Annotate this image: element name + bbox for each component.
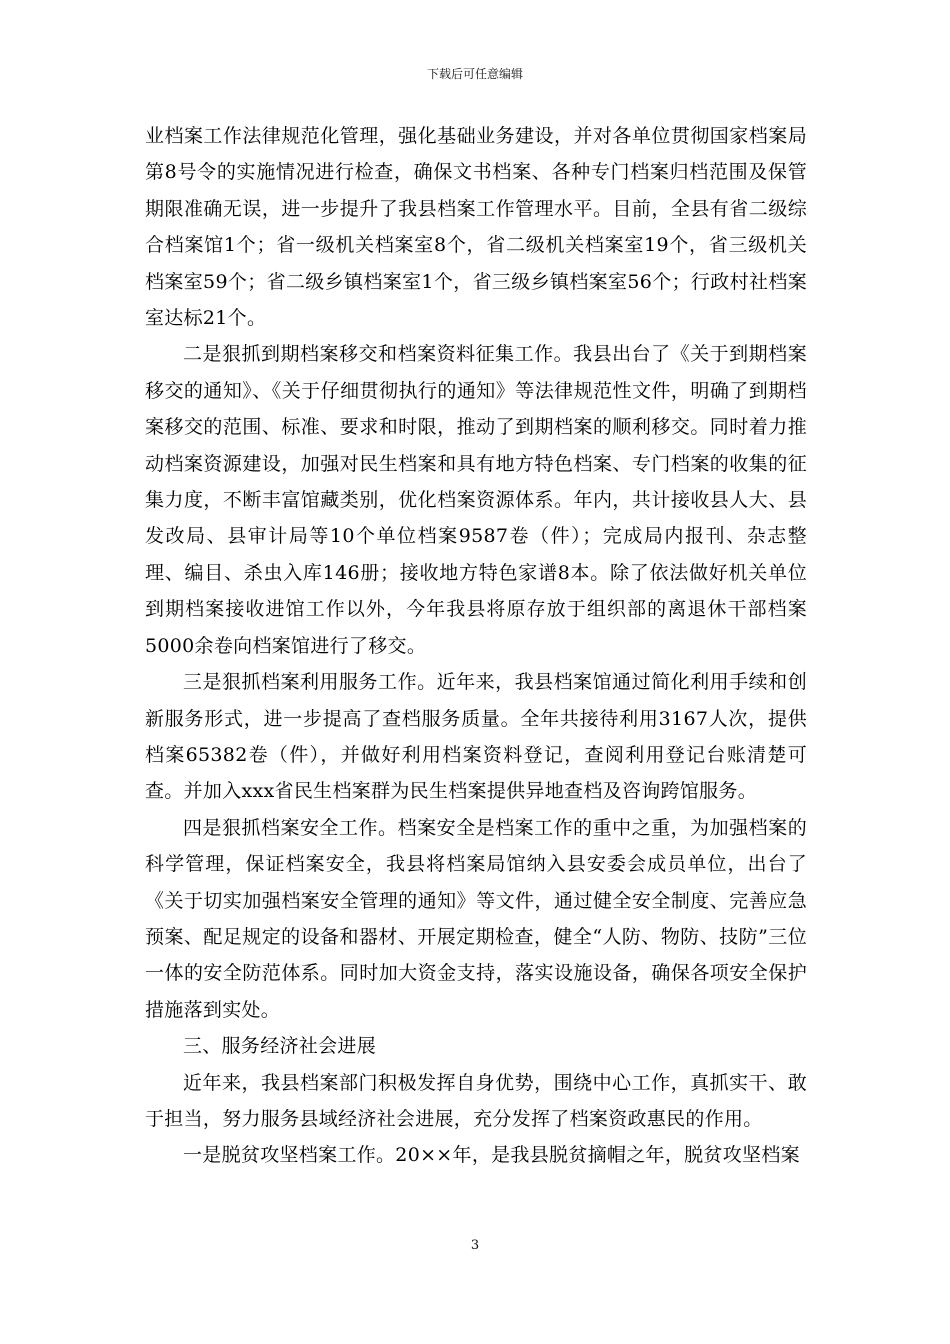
- section-heading: 三、服务经济社会进展: [183, 1035, 377, 1058]
- document-body: [145, 118, 807, 1174]
- page-header: 下载后可任意编辑: [426, 67, 523, 81]
- paragraph-continuation: 业档案工作法律规范化管理，强化基础业务建设，并对各单位贯彻国家档案局第8号令的实施情况进行检查，确保文书档案、各种专门档案归档范围及保管期限准确无误，进一步提升了我县档案工作管理水平。目前，全县有省二级综合档案馆1个；省一级机关档案室8个，省二级机关档案室19个，省三级机关档案室59个；省二级乡镇档案室1个，省三级乡镇档案室56个；行政村社档案室达标21个。: [145, 125, 807, 330]
- paragraph-poverty-alleviation: 一是脱贫攻坚档案工作。20××年，是我县脱贫摘帽之年，脱贫攻坚档案: [183, 1144, 800, 1167]
- page-number: 3: [470, 1238, 480, 1253]
- paragraph-archive-transfer: 二是狠抓到期档案移交和档案资料征集工作。我县出台了《关于到期档案移交的通知》、《关于仔细贯彻执行的通知》等法律规范性文件，明确了到期档案移交的范围、标准、要求和时限，推动了到期档案的顺利移交。同时着力推动档案资源建设，加强对民生档案和具有地方特色档案、专门档案的收集的征集力度，不断丰富馆藏类别，优化档案资源体系。年内，共计接收县人大、县发改局、县审计局等10个单位档案9587卷（件）；完成局内报刊、杂志整理、编目、杀虫入库146册；接收地方特色家谱8本。除了依法做好机关单位到期档案接收进馆工作以外，今年我县将原存放于组织部的离退休干部档案5000余卷向档案馆进行了移交。: [145, 343, 807, 657]
- paragraph-archive-security: 四是狠抓档案安全工作。档案安全是档案工作的重中之重，为加强档案的科学管理，保证档案安全，我县将档案局馆纳入县安委会成员单位，出台了《关于切实加强档案安全管理的通知》等文件，通过健全安全制度、完善应急预案、配足规定的设备和器材、开展定期检查，健全“人防、物防、技防”三位一体的安全防范体系。同时加大资金支持，落实设施设备，确保各项安全保护措施落到实处。: [145, 816, 807, 1021]
- paragraph-economic-service: 近年来，我县档案部门积极发挥自身优势，围绕中心工作，真抓实干、敢于担当，努力服务县域经济社会进展，充分发挥了档案资政惠民的作用。: [145, 1071, 807, 1130]
- paragraph-archive-service: 三是狠抓档案利用服务工作。近年来，我县档案馆通过简化利用手续和创新服务形式，进一步提高了查档服务质量。全年共接待利用3167人次，提供档案65382卷（件），并做好利用档案资料登记，查阅利用登记台账清楚可查。并加入xxx省民生档案群为民生档案提供异地查档及咨询跨馆服务。: [145, 671, 807, 803]
